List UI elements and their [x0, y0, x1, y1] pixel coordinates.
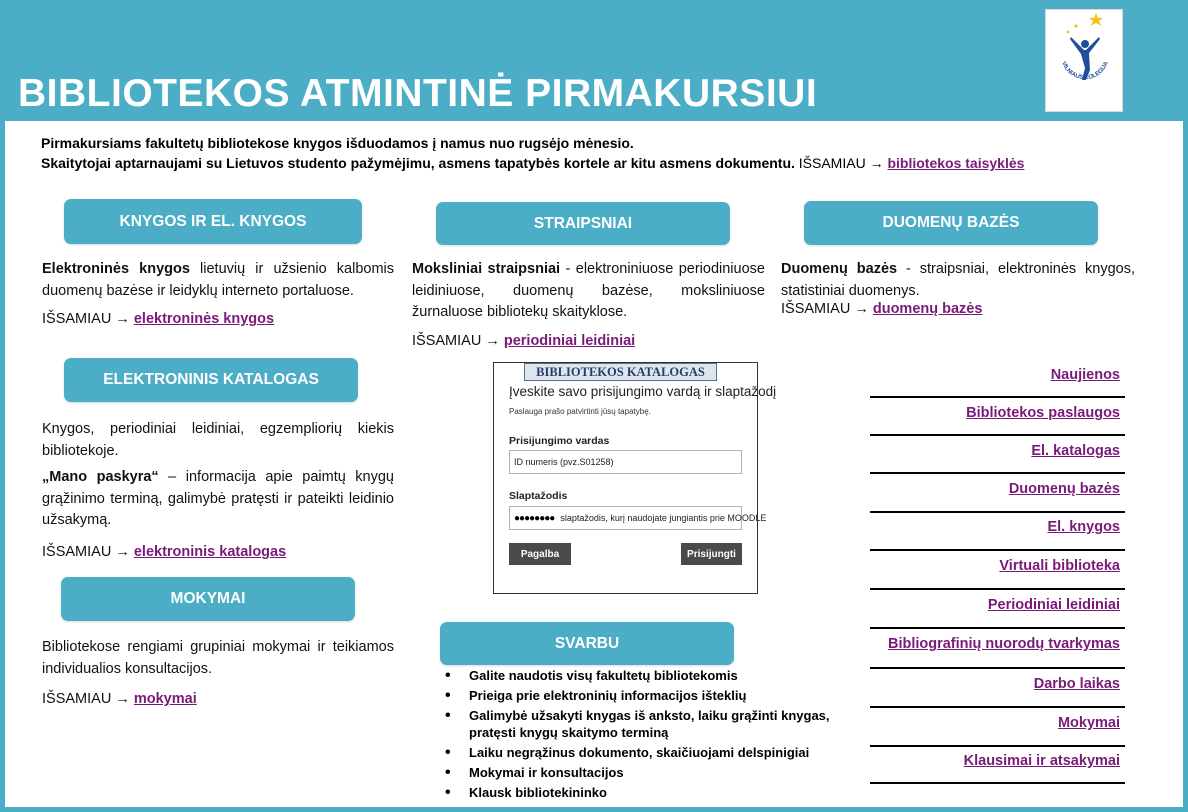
catalog-description-2: [42, 467, 394, 532]
logo-text: VILNIAUS KOLEGIJA: [1060, 60, 1110, 82]
login-button[interactable]: Prisijungti: [681, 543, 742, 565]
divider: [870, 588, 1125, 590]
star-icon: [1089, 13, 1103, 26]
databases-more: [781, 301, 982, 317]
books-heading: KNYGOS IR EL. KNYGOS: [64, 199, 362, 244]
catalog-heading: ELEKTRONINIS KATALOGAS: [64, 358, 358, 402]
list-item: • Mokymai ir konsultacijos: [445, 764, 865, 781]
books-bold: Elektroninės knygos: [42, 261, 190, 277]
my-account-bold: „Mano paskyra“: [42, 469, 159, 485]
list-item: • Laiku negrąžinus dokumento, skaičiuojami delspinigiai: [445, 744, 865, 761]
help-button[interactable]: Pagalba: [509, 543, 571, 565]
important-heading: SVARBU: [440, 622, 734, 665]
college-logo: [1045, 9, 1123, 112]
catalog-description-1: Knygos, periodiniai leidiniai, egzempliorių kiekis bibliotekoje.: [42, 421, 394, 459]
divider: [870, 511, 1125, 513]
articles-heading: STRAIPSNIAI: [436, 202, 730, 245]
nav-link-services[interactable]: Bibliotekos paslaugos: [966, 405, 1120, 421]
intro-text: Skaitytojai aptarnaujami su Lietuvos studento pažymėjimu, asmens tapatybės kortele ar kitu asmens dokumentu.: [41, 155, 795, 171]
divider: [870, 434, 1125, 436]
login-title: BIBLIOTEKOS KATALOGAS: [524, 363, 717, 381]
databases-bold: Duomenų bazės: [781, 261, 898, 277]
list-item: • Galimybė užsakyti knygas iš anksto, laiku grąžinti knygas, pratęsti knygų skaitymo terminą: [445, 707, 865, 741]
databases-heading: DUOMENŲ BAZĖS: [804, 201, 1098, 245]
password-mask: ●●●●●●●●: [514, 513, 555, 524]
list-item: • Prieiga prie elektroninių informacijos išteklių: [445, 687, 865, 704]
books-description: [42, 259, 394, 302]
password-label: Slaptažodis: [509, 490, 568, 502]
ebooks-link[interactable]: elektroninės knygos: [133, 311, 275, 327]
nav-link-ebooks[interactable]: El. knygos: [1047, 519, 1120, 535]
catalog-more: [42, 544, 286, 560]
main-content: [5, 121, 1183, 807]
training-description: Bibliotekose rengiami grupiniai mokymai ir teikiamos individualios konsultacijos.: [42, 639, 394, 677]
list-item: • Klausk bibliotekininko: [445, 784, 865, 801]
databases-text: - straipsniai, elektroninės knygos, statistiniai duomenys.: [781, 261, 1136, 299]
databases-link[interactable]: duomenų bazės: [872, 301, 983, 317]
more-label: IŠSAMIAU →: [781, 301, 869, 317]
articles-description: [412, 259, 765, 324]
nav-link-faq[interactable]: Klausimai ir atsakymai: [963, 753, 1120, 769]
nav-link-databases[interactable]: Duomenų bazės: [1008, 481, 1120, 497]
training-heading: MOKYMAI: [61, 577, 355, 621]
important-list: [445, 667, 865, 804]
divider: [870, 745, 1125, 747]
more-label: IŠSAMIAU →: [42, 311, 130, 327]
divider: [870, 667, 1125, 669]
nav-link-periodicals[interactable]: Periodiniai leidiniai: [987, 597, 1120, 613]
training-link[interactable]: mokymai: [133, 691, 197, 707]
articles-bold: Moksliniai straipsniai: [412, 261, 561, 277]
rules-link[interactable]: bibliotekos taisyklės: [887, 155, 1025, 171]
catalog-link[interactable]: elektroninis katalogas: [133, 544, 287, 560]
books-more: [42, 311, 274, 327]
page-title: BIBLIOTEKOS ATMINTINĖ PIRMAKURSIUI: [18, 72, 818, 115]
more-label: IŠSAMIAU →: [42, 544, 130, 560]
periodicals-link[interactable]: periodiniai leidiniai: [503, 333, 636, 349]
list-item: • Galite naudotis visų fakultetų bibliotekomis: [445, 667, 865, 684]
catalog-text: – informacija apie paimtų knygų grąžinimo terminą, galimybė pratęsti ir pateikti leidinio užsakymą.: [42, 469, 394, 528]
nav-link-hours[interactable]: Darbo laikas: [1033, 676, 1120, 692]
catalog-login-screenshot: [493, 362, 777, 594]
nav-link-naujienos[interactable]: Naujienos: [1050, 367, 1120, 383]
page-header: [0, 0, 1188, 121]
more-label: IŠSAMIAU →: [412, 333, 500, 349]
articles-text: - elektroniniuose periodiniuose leidiniuose, duomenų bazėse, moksliniuose žurnaluose bibliotekų skaityklose.: [412, 261, 765, 320]
training-more: [42, 691, 197, 707]
more-label: IŠSAMIAU →: [42, 691, 130, 707]
nav-link-citations[interactable]: Bibliografinių nuorodų tvarkymas: [887, 636, 1120, 652]
password-hint: slaptažodis, kurį naudojate jungiantis prie MOODLE: [560, 513, 767, 523]
password-input[interactable]: [509, 506, 767, 530]
star-icon: [1067, 31, 1070, 34]
divider: [870, 706, 1125, 708]
divider: [870, 782, 1125, 784]
nav-link-catalog[interactable]: El. katalogas: [1031, 443, 1120, 459]
nav-link-training[interactable]: Mokymai: [1057, 715, 1120, 731]
login-note: Paslauga prašo patvirtinti jūsų tapatybę.: [509, 407, 651, 416]
divider: [870, 549, 1125, 551]
username-label: Prisijungimo vardas: [509, 435, 610, 447]
divider: [870, 627, 1125, 629]
databases-description: [781, 259, 1135, 302]
divider: [870, 472, 1125, 474]
login-subtitle: Įveskite savo prisijungimo vardą ir slaptažodį: [509, 384, 777, 399]
nav-link-virtual-library[interactable]: Virtuali biblioteka: [999, 558, 1120, 574]
divider: [870, 396, 1125, 398]
intro-line-2: [41, 155, 1024, 171]
more-label: IŠSAMIAU →: [798, 155, 884, 171]
intro-line-1: Pirmakursiams fakultetų bibliotekose knygos išduodamos į namus nuo rugsėjo mėnesio.: [41, 135, 634, 151]
articles-more: [412, 333, 635, 349]
books-text: lietuvių ir užsienio kalbomis duomenų bazėse ir leidyklų interneto portaluose.: [42, 261, 394, 299]
username-input[interactable]: ID numeris (pvz.S01258): [509, 450, 742, 474]
star-icon: [1074, 24, 1077, 27]
